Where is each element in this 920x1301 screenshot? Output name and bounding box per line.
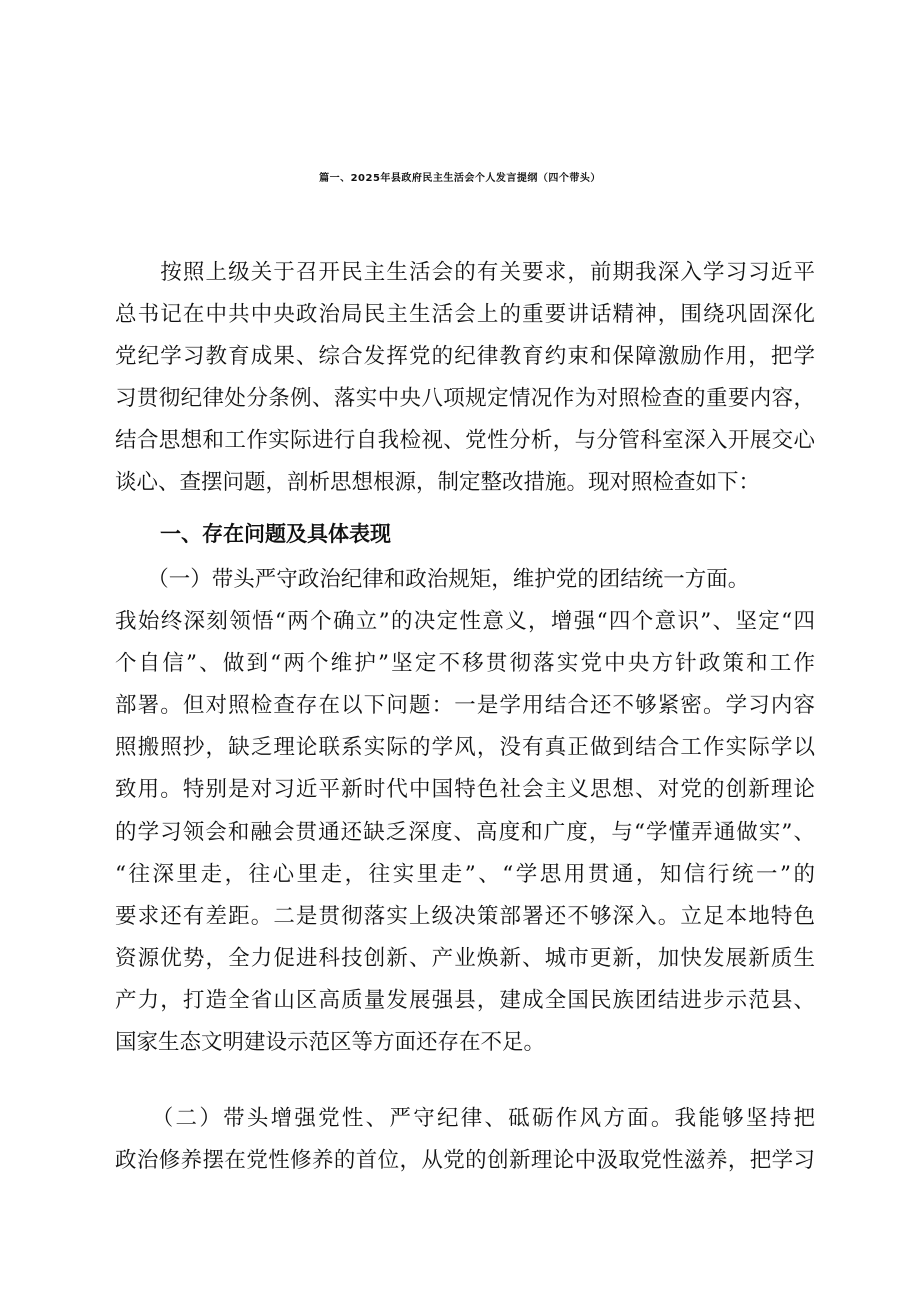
section-heading: 一、存在问题及具体表现 <box>160 522 391 546</box>
para1-line-8: “往深里走，往心里走，往实里走”、“学思用贯通，知信行统一”的 <box>115 862 815 887</box>
para2-line-2: 政治修养摆在党性修养的首位，从党的创新理论中汲取党性滋养，把学习 <box>115 1148 815 1173</box>
intro-line-4: 习贯彻纪律处分条例、落实中央八项规定情况作为对照检查的重要内容， <box>115 386 815 411</box>
para1-line-5: 照搬照抄，缺乏理论联系实际的学风，没有真正做到结合工作实际学以 <box>115 735 815 760</box>
intro-line-6: 谈心、查摆问题，剖析思想根源，制定整改措施。现对照检查如下： <box>115 470 761 495</box>
intro-line-2: 总书记在中共中央政治局民主生活会上的重要讲话精神，围绕巩固深化 <box>115 302 815 327</box>
para1-line-10: 资源优势，全力促进科技创新、产业焕新、城市更新，加快发展新质生 <box>115 946 815 971</box>
para1-line-1: （一）带头严守政治纪律和政治规矩，维护党的团结统一方面。 <box>115 567 750 592</box>
para2-line-1: （二）带头增强党性、严守纪律、砥砺作风方面。我能够坚持把 <box>115 1106 815 1131</box>
para1-line-7: 的学习领会和融会贯通还缺乏深度、高度和广度，与“学懂弄通做实”、 <box>115 820 815 845</box>
para1-line-2: 我始终深刻领悟“两个确立”的决定性意义，增强“四个意识”、坚定“四 <box>115 609 815 634</box>
para1-line-11: 产力，打造全省山区高质量发展强县，建成全国民族团结进步示范县、 <box>115 988 815 1013</box>
para1-line-12: 国家生态文明建设示范区等方面还存在不足。 <box>115 1030 546 1055</box>
para1-line-4: 部署。但对照检查存在以下问题：一是学用结合还不够紧密。学习内容 <box>115 693 815 718</box>
document-title: 篇一、2025年县政府民主生活会个人发言提纲（四个带头） <box>319 173 601 184</box>
para1-line-9: 要求还有差距。二是贯彻落实上级决策部署还不够深入。立足本地特色 <box>115 904 815 929</box>
intro-line-5: 结合思想和工作实际进行自我检视、党性分析，与分管科室深入开展交心 <box>115 428 815 453</box>
intro-line-1: 按照上级关于召开民主生活会的有关要求，前期我深入学习习近平 <box>115 260 815 285</box>
para1-line-3: 个自信”、做到“两个维护”坚定不移贯彻落实党中央方针政策和工作 <box>115 651 815 676</box>
para1-line-6: 致用。特别是对习近平新时代中国特色社会主义思想、对党的创新理论 <box>115 777 815 802</box>
intro-line-3: 党纪学习教育成果、综合发挥党的纪律教育约束和保障激励作用，把学 <box>115 344 815 369</box>
